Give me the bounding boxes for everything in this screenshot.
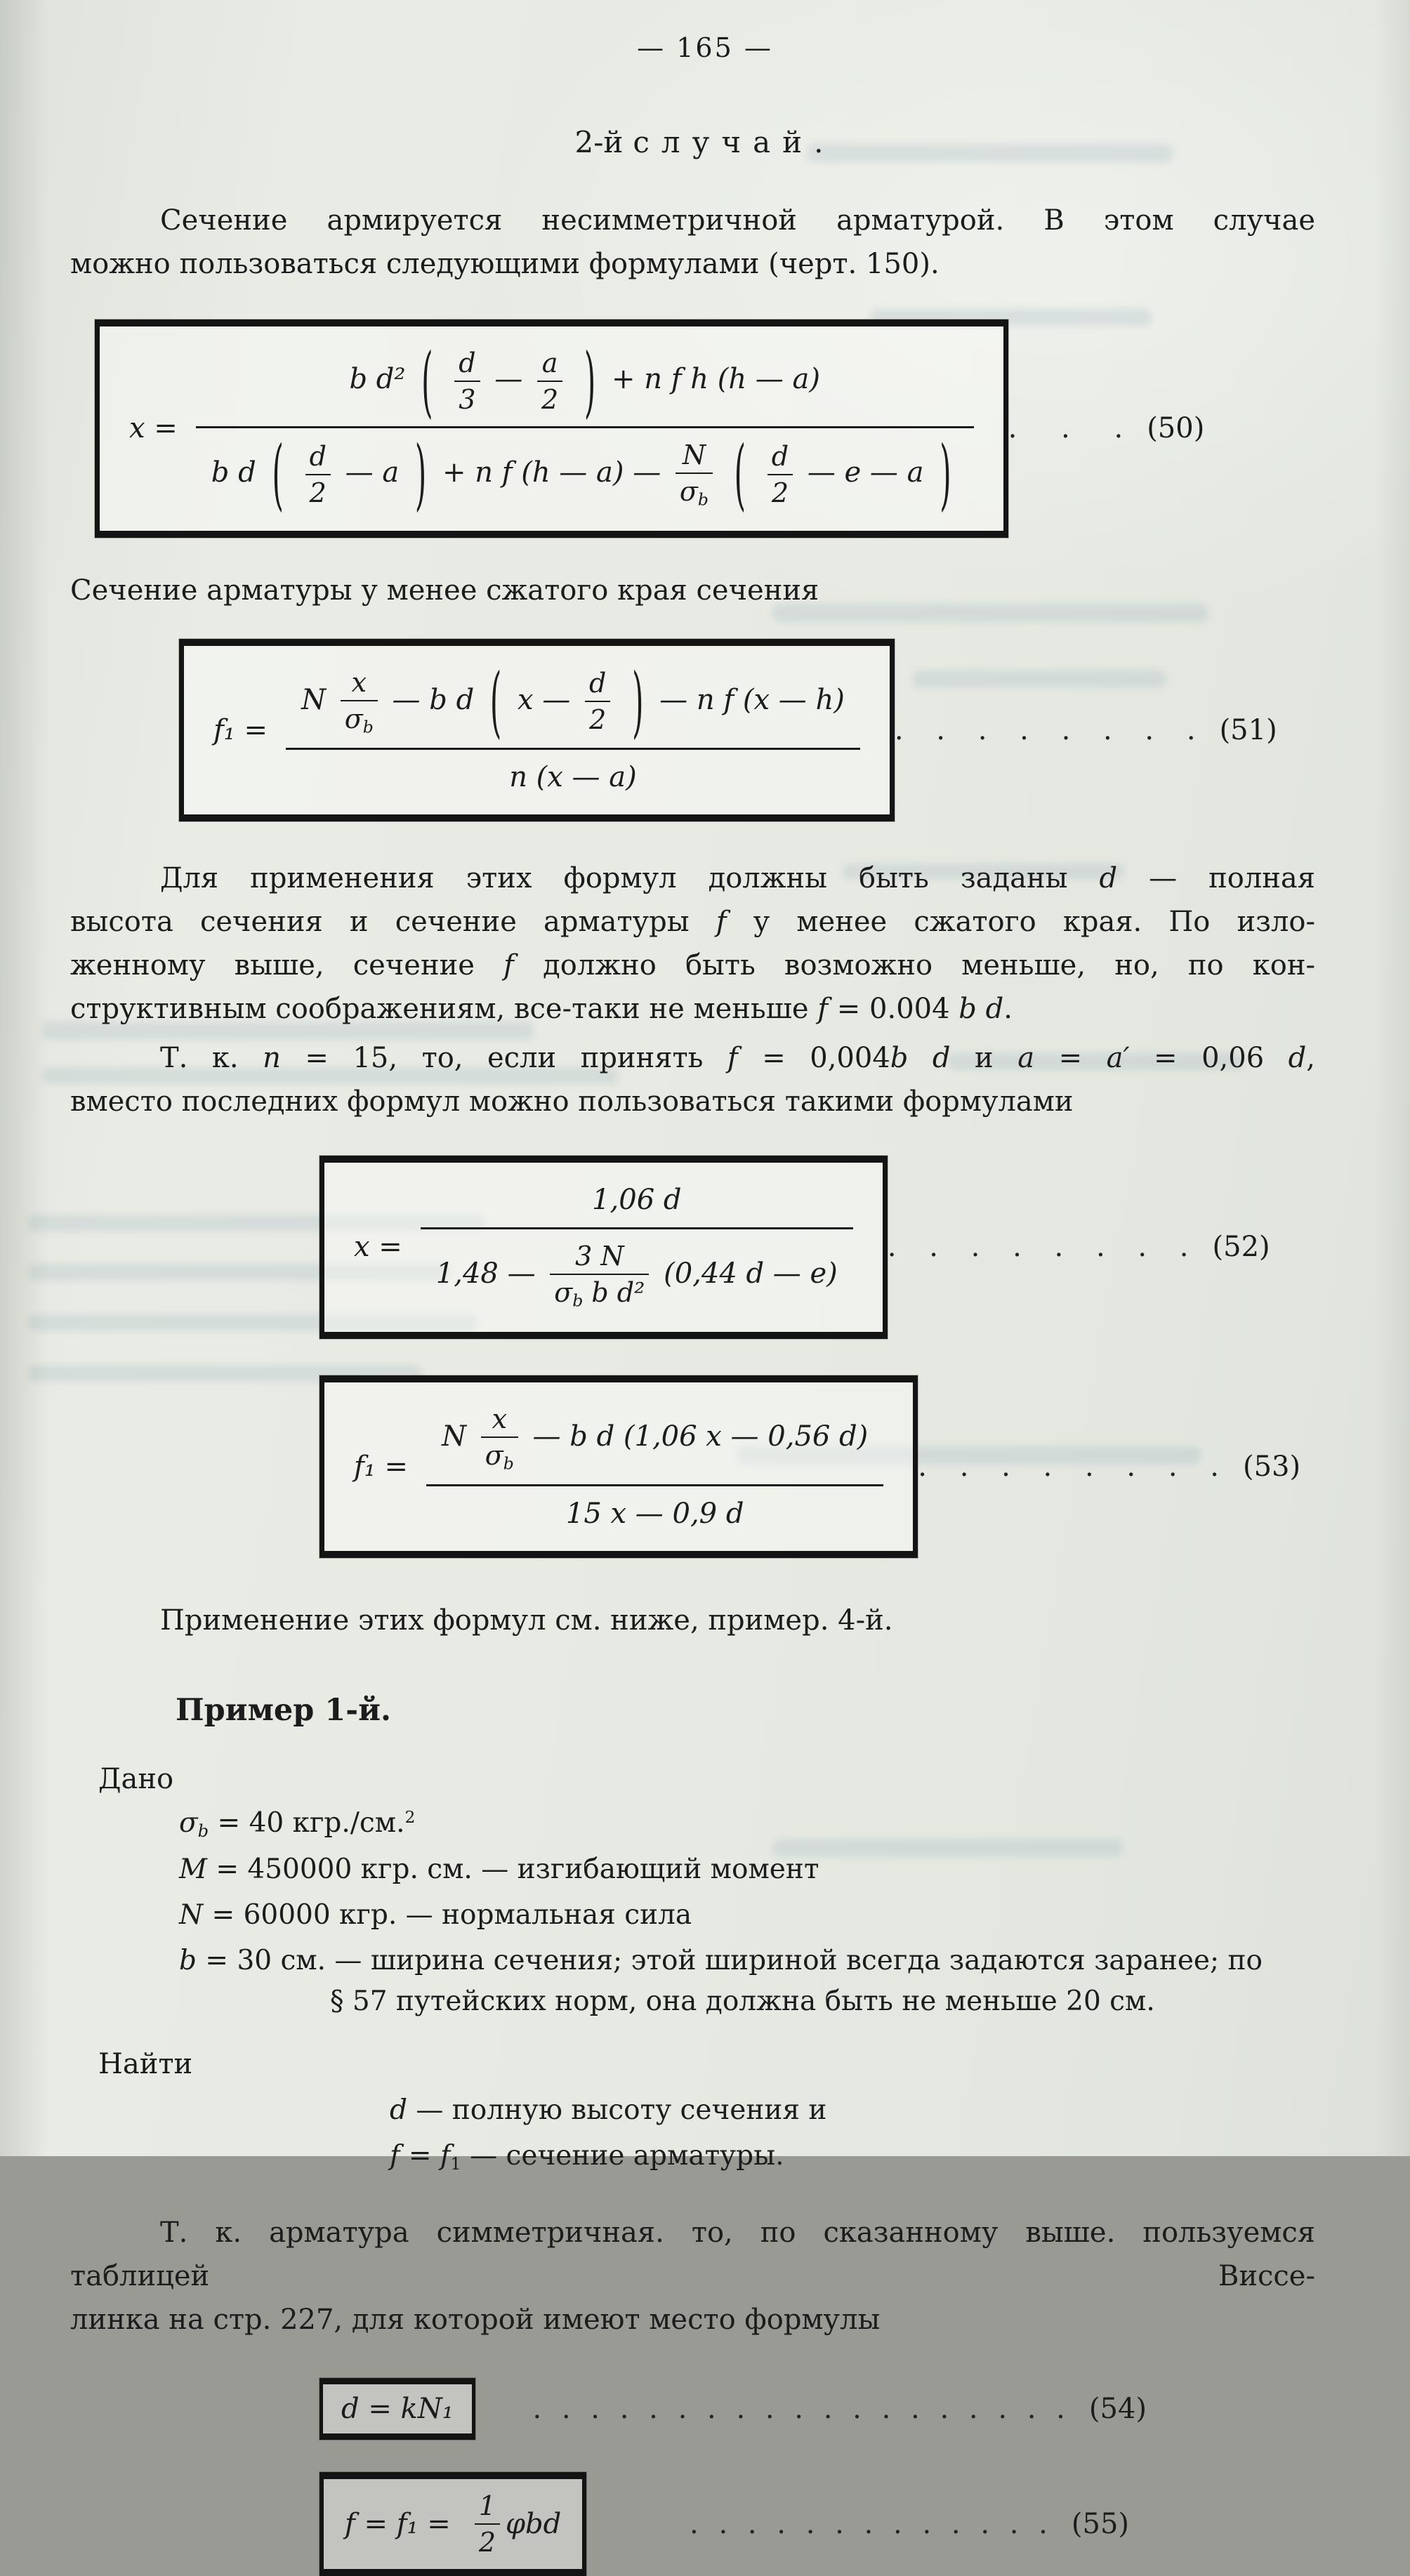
- formula-52-label: (52): [1212, 1231, 1270, 1264]
- text-run: =: [400, 2139, 440, 2172]
- text-line: [70, 944, 1315, 987]
- paragraph-wisselink-table: [70, 2211, 1315, 2341]
- math-term: (0,44 d — e): [664, 1257, 838, 1290]
- text-line: [70, 242, 1315, 286]
- text-run: высота сечения и сечение арматуры: [70, 906, 716, 939]
- text-line: [70, 857, 1315, 900]
- formula-51-box: [179, 639, 895, 822]
- text-run: σ: [679, 476, 698, 507]
- text-run: линка на стр. 227, для которой имеют место формулы: [70, 2304, 881, 2337]
- text-run: d: [1288, 1042, 1307, 1075]
- text-line: [70, 987, 1315, 1031]
- dot-leader: . . . . . . . .: [894, 713, 1196, 746]
- text-run: .: [1003, 993, 1013, 1026]
- fraction: [585, 668, 610, 735]
- math-term: — n f (x — h): [659, 683, 845, 716]
- math-term: 1,06 d: [592, 1184, 682, 1217]
- formula-50-box: [95, 319, 1008, 538]
- formula-50-label: (50): [1147, 412, 1205, 445]
- math-term: b d²: [349, 363, 406, 395]
- fraction: [550, 1241, 649, 1311]
- formula-50-lhs: x =: [129, 412, 178, 445]
- math-term: 1,48 —: [435, 1257, 536, 1290]
- formula-54-label: (54): [1088, 2393, 1147, 2426]
- frac-den: 2: [771, 477, 789, 508]
- text-run: = 0.004: [828, 993, 959, 1026]
- frac-den: 2: [478, 2527, 496, 2558]
- fraction: [454, 348, 480, 415]
- formula-51-lhs: f₁ =: [213, 713, 268, 746]
- text-run: = 0,004: [737, 1042, 890, 1075]
- paragraph-intro: [70, 199, 1315, 286]
- text-line: [70, 900, 1315, 944]
- text-run: у менее сжатого края. По изло-: [726, 906, 1316, 939]
- given-moment: [179, 1853, 1410, 1887]
- frac-den: 2: [589, 704, 607, 736]
- text-run: b: [197, 1821, 209, 1842]
- right-paren: ): [584, 336, 596, 426]
- given-width: [179, 1944, 1410, 1979]
- math-term: b d: [211, 456, 256, 489]
- text-run: b: [362, 717, 374, 737]
- dot-leader: . . . . . . . . . . . . .: [690, 2508, 1048, 2541]
- section-heading-word: случай.: [633, 125, 836, 159]
- formula-53-lhs: f₁ =: [354, 1451, 409, 1484]
- text-run: N: [179, 1899, 204, 1931]
- formula-55-row: [319, 2472, 1129, 2576]
- math-term: — b d: [392, 683, 475, 716]
- page-number: — 165 —: [637, 32, 773, 63]
- math-term: — e — a: [807, 456, 924, 489]
- text-run: можно пользоваться следующими формулами (черт. 150).: [70, 248, 940, 280]
- math-term: x —: [518, 683, 571, 716]
- text-run: σ: [344, 703, 363, 734]
- frac-num: N: [676, 440, 713, 474]
- frac-den: 2: [309, 477, 327, 508]
- formula-52-fraction: [421, 1181, 853, 1314]
- text-run: M: [179, 1854, 207, 1886]
- text-run: — полную высоту сечения и: [407, 2094, 827, 2126]
- text-line: [70, 199, 1315, 242]
- text-run: женному выше, сечение: [70, 949, 504, 982]
- formula-51-fraction: [286, 656, 860, 797]
- frac-den-sigma-b: [481, 1438, 518, 1474]
- text-run: Сечение армируется несимметричной арматурой. В этом случае: [160, 204, 1315, 237]
- formula-53-box: [319, 1375, 918, 1559]
- formula-51-denominator: [286, 750, 860, 796]
- text-run: 2: [404, 1807, 416, 1828]
- text-run: и: [950, 1042, 1018, 1075]
- fraction: [481, 1403, 518, 1474]
- text-run: b d: [890, 1042, 951, 1075]
- formula-50-fraction: [196, 336, 974, 520]
- text-run: — полная: [1117, 862, 1315, 895]
- frac-den: 3: [459, 384, 476, 415]
- math-operator: —: [494, 363, 523, 395]
- text-run: d: [390, 2094, 407, 2126]
- text-run: b: [179, 1944, 197, 1976]
- text-line: [70, 1599, 1315, 1642]
- left-paren: (: [421, 336, 433, 426]
- text-run: a: [1017, 1042, 1035, 1075]
- find-label: Найти: [98, 2047, 193, 2080]
- frac-den-sigma-b: [550, 1275, 649, 1311]
- text-run: структивным соображениям, все-таки не меньше: [70, 993, 818, 1026]
- text-run: b: [697, 489, 709, 510]
- text-run: Т. к.: [160, 1042, 263, 1075]
- formula-51-row: [179, 639, 1277, 822]
- formula-53-fraction: [426, 1401, 883, 1533]
- given-normal-force: [179, 1898, 1410, 1933]
- frac-num: x: [341, 667, 378, 701]
- paragraph-substitution: [70, 1036, 1315, 1123]
- frac-num: d: [767, 441, 793, 475]
- fraction: [676, 440, 713, 510]
- math-term: — b d (1,06 x — 0,56 d): [532, 1420, 869, 1453]
- left-paren: (: [734, 430, 746, 520]
- text-run: n: [263, 1042, 281, 1075]
- formula-53-denominator: [426, 1486, 883, 1533]
- right-paren: ): [940, 430, 951, 520]
- frac-num: d: [305, 441, 331, 475]
- math-term: N: [442, 1420, 467, 1453]
- text-run: Применение этих формул см. ниже, пример. 4-й.: [160, 1604, 893, 1637]
- formula-50-row: [95, 319, 1205, 538]
- frac-den-sigma-b: [341, 701, 378, 737]
- text-run: — сечение арматуры.: [461, 2139, 784, 2172]
- formula-55-box: [319, 2472, 586, 2576]
- formula-52-numerator: [421, 1181, 853, 1229]
- frac-num: a: [537, 348, 562, 382]
- formula-52-denominator: [421, 1229, 853, 1314]
- find-reinforcement: [390, 2140, 1410, 2174]
- formula-54-row: [319, 2378, 1147, 2440]
- formula-50-denominator: [196, 428, 974, 520]
- right-paren: ): [414, 430, 427, 520]
- text-run: вместо последних формул можно пользоваться такими формулами: [70, 1085, 1074, 1118]
- text-run: d: [1099, 862, 1118, 895]
- formula-50-numerator: [196, 336, 974, 428]
- text-run: = 15, то, если принять: [280, 1042, 727, 1075]
- text-run: = 60000 кгр. — нормальная сила: [203, 1899, 692, 1931]
- math-term: n (x — a): [509, 761, 637, 794]
- math-term: N: [301, 683, 327, 716]
- text-run: f: [440, 2139, 451, 2172]
- math-term: — a: [345, 456, 400, 489]
- text-run: =: [1034, 1042, 1107, 1075]
- text-run: b: [503, 1453, 514, 1474]
- text-run: b d: [958, 993, 1004, 1026]
- dot-leader: . . . . . . . . . . . . . . . . . . .: [532, 2393, 1065, 2426]
- formula-54-body: d = kN₁: [341, 2393, 454, 2426]
- text-run: = 40 кгр./см.: [209, 1807, 405, 1839]
- formula-53-row: [319, 1375, 1301, 1559]
- formula-52-lhs: x =: [354, 1231, 402, 1264]
- text-run: = 450000 кгр. см. — изгибающий момент: [206, 1854, 819, 1886]
- text-run: f: [727, 1042, 738, 1075]
- find-height: [390, 2094, 1410, 2126]
- text-run: σ: [179, 1807, 198, 1839]
- text-run: b d²: [583, 1277, 645, 1309]
- fraction: [341, 667, 378, 737]
- text-run: f: [716, 906, 727, 939]
- frac-den-sigma-b: [676, 474, 713, 510]
- text-run: b: [572, 1290, 584, 1311]
- given-width-continuation: § 57 путейских норм, она должна быть не меньше 20 см.: [330, 1985, 1155, 2017]
- formula-52-box: [319, 1156, 888, 1339]
- formula-55-tail: φbd: [506, 2508, 562, 2541]
- math-term: 15 x — 0,9 d: [565, 1498, 744, 1531]
- frac-num: x: [481, 1403, 518, 1438]
- fraction: [475, 2490, 500, 2558]
- text-run: 1: [450, 2153, 461, 2174]
- given-sigma-b: [179, 1806, 1410, 1842]
- text-line: [70, 1036, 1315, 1080]
- formula-55-lhs: f = f₁ =: [345, 2508, 451, 2541]
- frac-num: 3 N: [550, 1241, 649, 1275]
- dot-leader: . . .: [1008, 412, 1124, 445]
- text-run: = 30 см. — ширина сечения; этой шириной всегда задаются заранее; по: [196, 1944, 1263, 1976]
- text-line: [70, 2298, 1315, 2341]
- frac-num: d: [454, 348, 480, 382]
- given-label: Дано: [98, 1763, 174, 1796]
- math-term: + n f (h — a) —: [442, 456, 661, 489]
- text-run: Для применения этих формул должны быть заданы: [160, 862, 1100, 895]
- dot-leader: . . . . . . . .: [918, 1451, 1219, 1484]
- formula-52-row: [319, 1156, 1270, 1339]
- fraction: [305, 441, 331, 508]
- math-term: + n f h (h — a): [612, 363, 820, 395]
- frac-den: 2: [541, 384, 559, 415]
- text-line: [70, 2211, 1315, 2298]
- formula-54-box: [319, 2378, 475, 2440]
- dot-leader: . . . . . . . .: [887, 1231, 1189, 1264]
- formula-51-numerator: [286, 656, 860, 751]
- paragraph-application: [70, 857, 1315, 1031]
- text-run: f: [390, 2139, 400, 2172]
- frac-num: d: [585, 668, 610, 702]
- text-run: f: [817, 993, 829, 1026]
- paragraph-see-example: [70, 1599, 1315, 1642]
- text-run: σ: [554, 1277, 573, 1309]
- frac-num: 1: [475, 2490, 500, 2525]
- fraction: [537, 348, 562, 415]
- left-paren: (: [489, 656, 502, 747]
- section-heading: [0, 125, 1410, 159]
- left-paren: (: [272, 430, 284, 520]
- text-run: f: [503, 949, 514, 982]
- example-heading: Пример 1-й.: [176, 1693, 391, 1729]
- text-run: Т. к. арматура симметричная. то, по сказанному выше. пользуемся таблицей Виссе-: [70, 2217, 1315, 2293]
- text-run: a′: [1106, 1042, 1130, 1075]
- text-line: [70, 1080, 1315, 1123]
- text-run: σ: [485, 1439, 503, 1471]
- section-heading-prefix: 2-й: [574, 125, 624, 159]
- formula-51-label: (51): [1219, 713, 1277, 746]
- text-run: = 0,06: [1129, 1042, 1289, 1075]
- formula-53-numerator: [426, 1401, 883, 1487]
- text-run: должно быть возможно меньше, но, по кон-: [513, 949, 1315, 982]
- subsection-line: Сечение арматуры у менее сжатого края сечения: [70, 574, 819, 607]
- formula-55-label: (55): [1071, 2508, 1129, 2541]
- fraction: [767, 441, 793, 508]
- text-run: ,: [1306, 1042, 1315, 1075]
- formula-53-label: (53): [1243, 1451, 1301, 1484]
- right-paren: ): [632, 656, 644, 747]
